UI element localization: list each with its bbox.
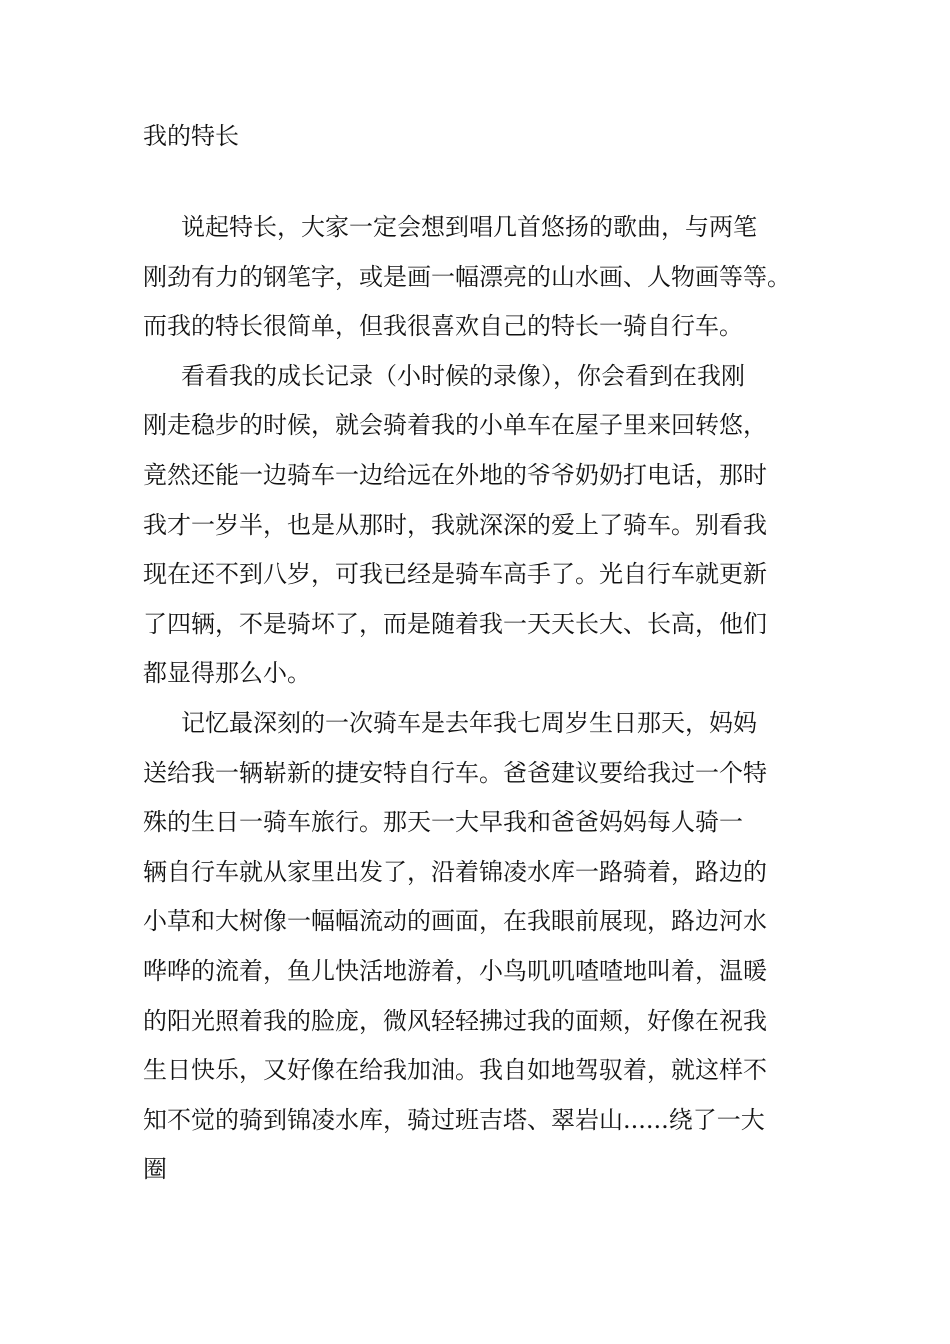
paragraph-3-line-8: 生日快乐，又好像在给我加油。我自如地驾驭着，就这样不 bbox=[143, 1056, 767, 1085]
paragraph-2-line-7: 都显得那么小。 bbox=[143, 659, 311, 688]
paragraph-2-line-1: 看看我的成长记录（小时候的录像），你会看到在我刚 bbox=[181, 361, 745, 390]
document-title: 我的特长 bbox=[143, 122, 239, 150]
paragraph-2-line-5: 现在还不到八岁，可我已经是骑车高手了。光自行车就更新 bbox=[143, 560, 767, 589]
paragraph-1-line-2: 刚劲有力的钢笔字，或是画一幅漂亮的山水画、人物画等等。 bbox=[143, 262, 791, 291]
paragraph-1-line-3: 而我的特长很简单，但我很喜欢自己的特长一骑自行车。 bbox=[143, 312, 743, 341]
paragraph-2-line-6: 了四辆，不是骑坏了，而是随着我一天天长大、长高，他们 bbox=[143, 609, 767, 638]
paragraph-1-line-1: 说起特长，大家一定会想到唱几首悠扬的歌曲，与两笔 bbox=[181, 213, 757, 241]
paragraph-3-line-2: 送给我一辆崭新的捷安特自行车。爸爸建议要给我过一个特 bbox=[143, 758, 767, 787]
paragraph-3-line-4: 辆自行车就从家里出发了，沿着锦凌水库一路骑着，路边的 bbox=[143, 857, 767, 886]
paragraph-2-line-3: 竟然还能一边骑车一边给远在外地的爷爷奶奶打电话，那时 bbox=[143, 460, 767, 489]
paragraph-3-line-7: 的阳光照着我的脸庞，微风轻轻拂过我的面颊，好像在祝我 bbox=[143, 1006, 767, 1035]
paragraph-3-line-3: 殊的生日一骑车旅行。那天一大早我和爸爸妈妈每人骑一 bbox=[143, 808, 743, 837]
document-body bbox=[143, 203, 823, 1195]
paragraph-2-line-2: 刚走稳步的时候，就会骑着我的小单车在屋子里来回转悠， bbox=[143, 411, 767, 440]
paragraph-3-line-10: 圈 bbox=[143, 1155, 167, 1184]
paragraph-3-line-9: 知不觉的骑到锦凌水库，骑过班吉塔、翠岩山......绕了一大 bbox=[143, 1105, 765, 1134]
paragraph-3-line-6: 哗哗的流着，鱼儿快活地游着，小鸟叽叽喳喳地叫着，温暖 bbox=[143, 956, 767, 985]
paragraph-3-line-1: 记忆最深刻的一次骑车是去年我七周岁生日那天，妈妈 bbox=[181, 708, 757, 737]
paragraph-3-line-5: 小草和大树像一幅幅流动的画面，在我眼前展现，路边河水 bbox=[143, 907, 767, 936]
paragraph-2-line-4: 我才一岁半，也是从那时，我就深深的爱上了骑车。别看我 bbox=[143, 510, 767, 539]
